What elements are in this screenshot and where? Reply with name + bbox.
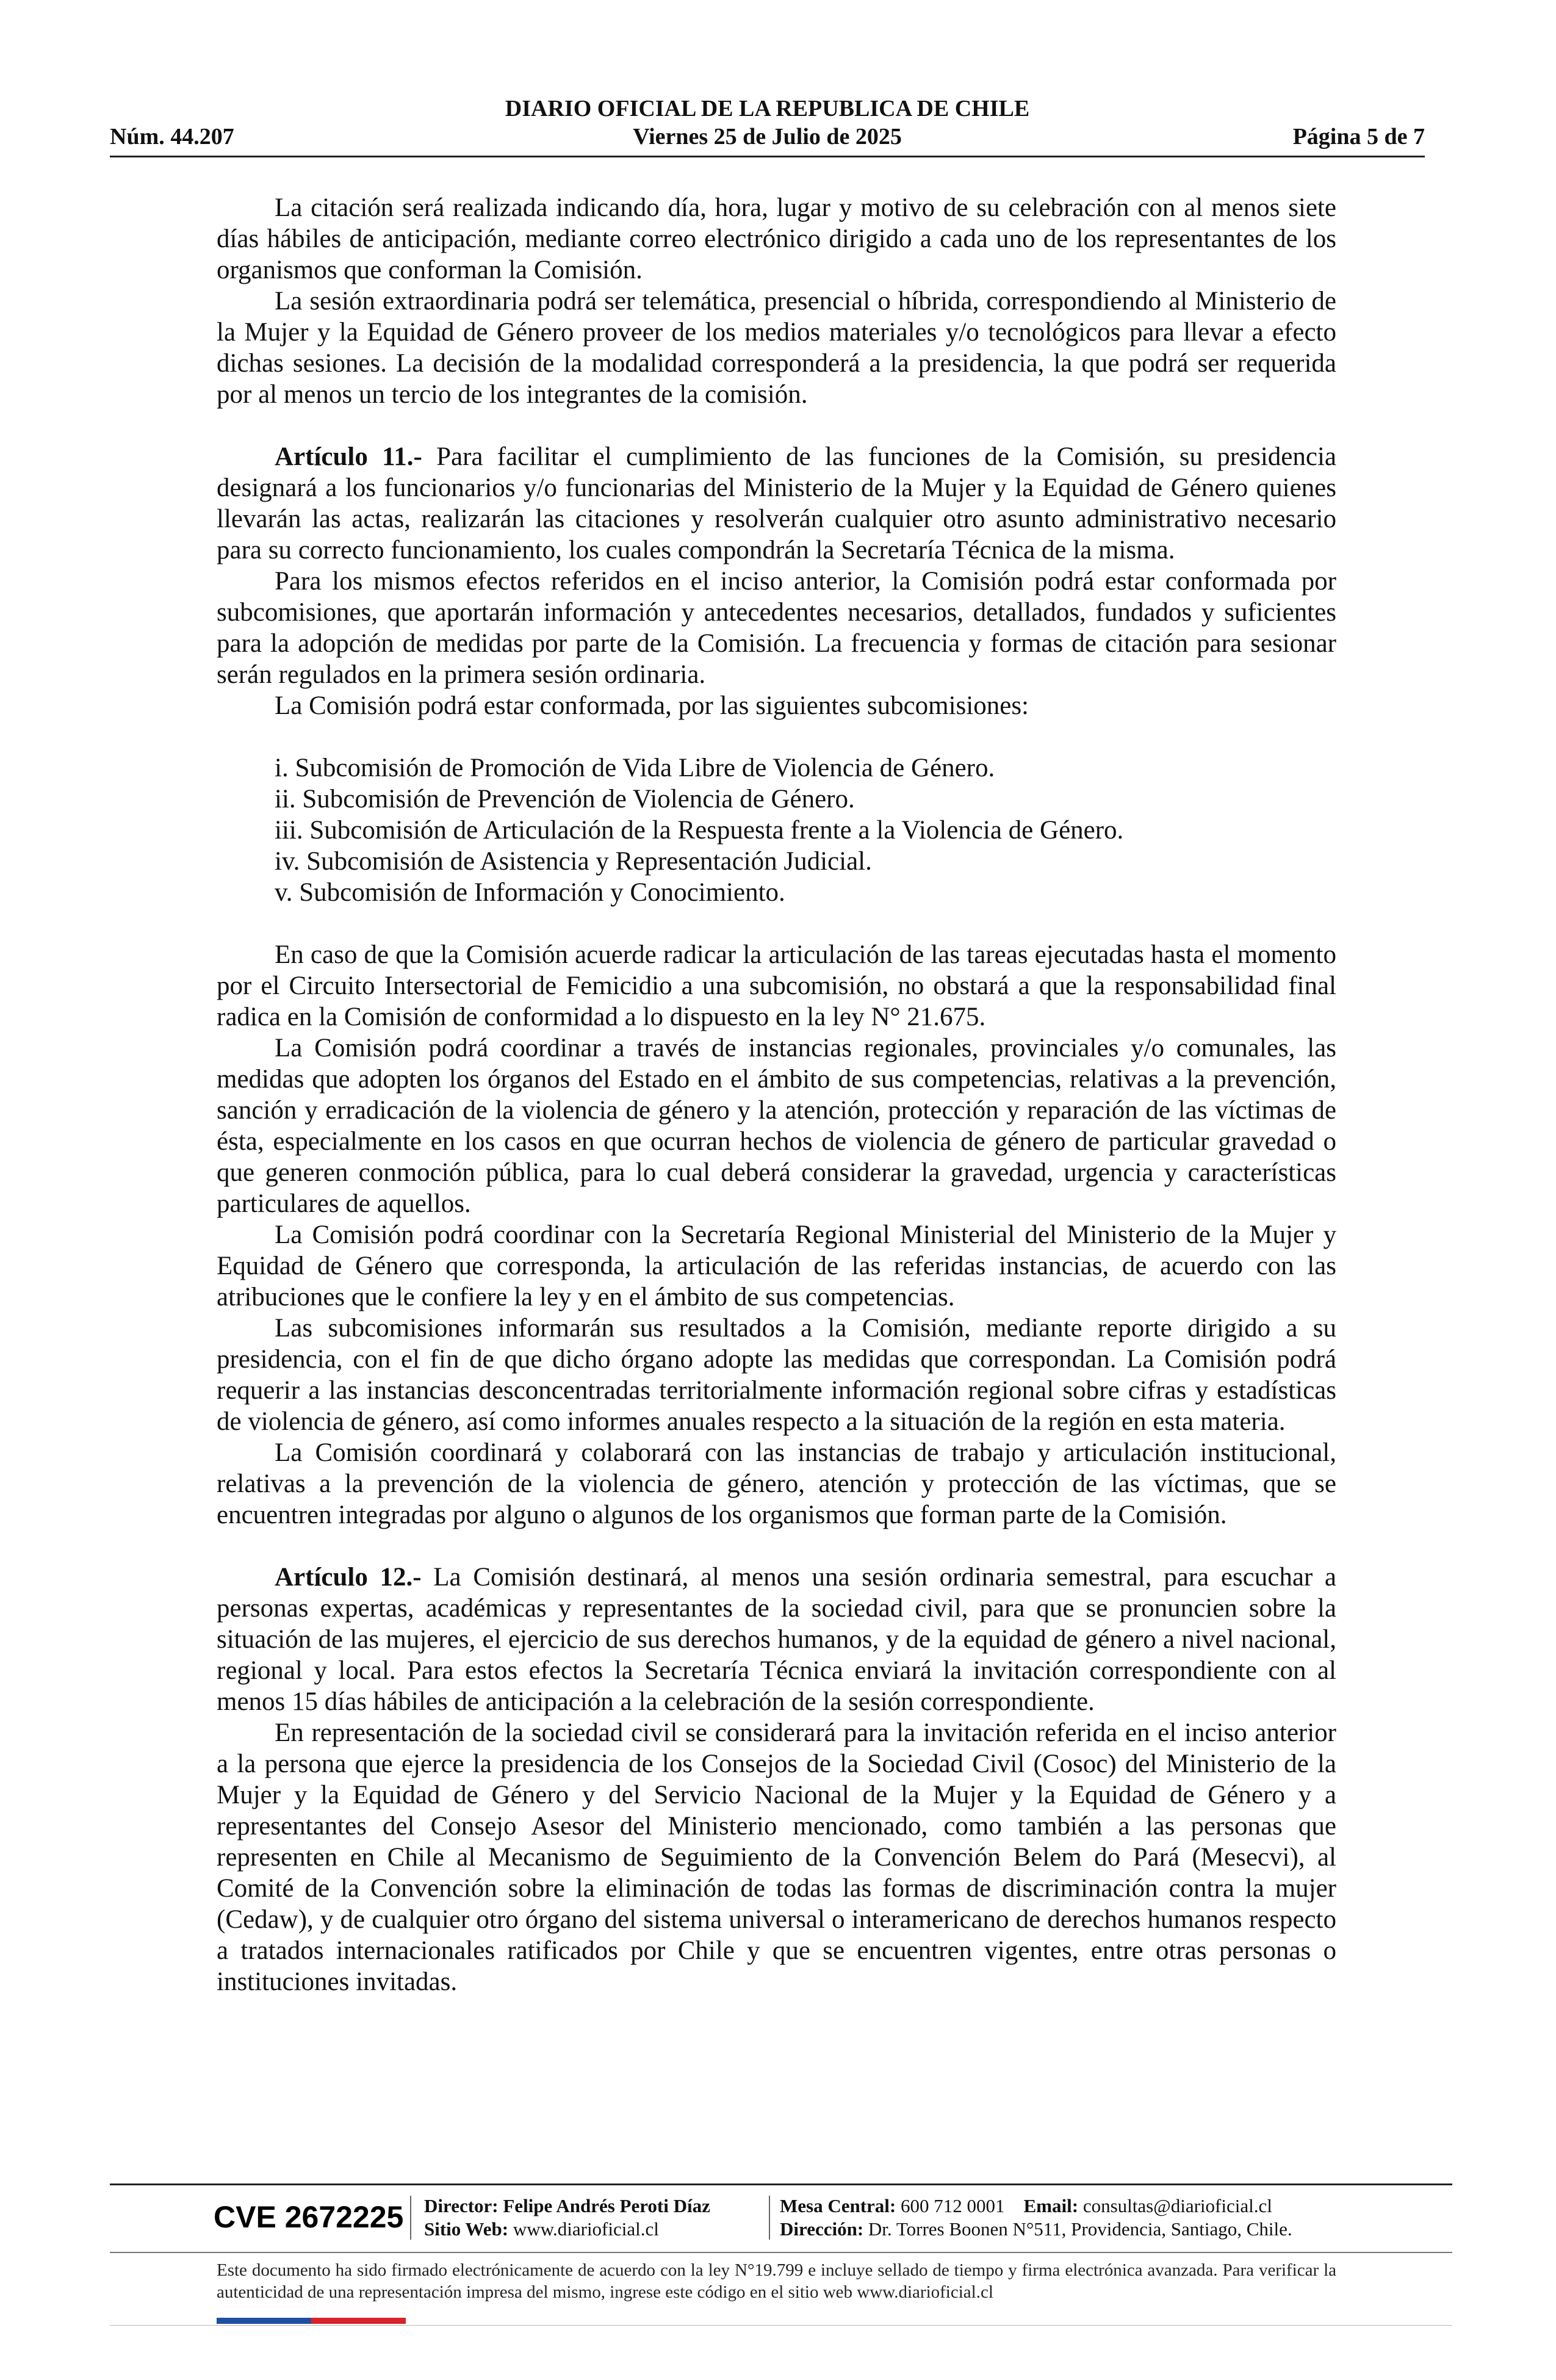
- paragraph: La Comisión podrá coordinar con la Secretaría Regional Ministerial del Ministerio de la Mujer y Equidad de Género que corresponda, la articulación de las referidas instancias, de acuerdo con las atribuciones que le confiere la ley y en el ámbito de sus competencias.: [217, 1221, 1336, 1311]
- address-value: Dr. Torres Boonen N°511, Providencia, Santiago, Chile.: [868, 2218, 1292, 2240]
- director-label: Director:: [424, 2195, 499, 2216]
- footer-director-block: [424, 2194, 710, 2241]
- list-item: iii. Subcomisión de Articulación de la Respuesta frente a la Violencia de Género.: [275, 816, 1124, 845]
- website-label: Sitio Web:: [424, 2218, 509, 2240]
- issue-date: Viernes 25 de Julio de 2025: [633, 124, 902, 150]
- flag-blue-segment: [217, 2318, 311, 2324]
- mesa-central-phone: 600 712 0001: [901, 2195, 1005, 2216]
- legal-notice: Este documento ha sido firmado electrónicamente de acuerdo con la ley N°19.799 e incluye sellado de tiempo y firma electrónica avanzada. Para verificar la autenticidad de una representación impresa del mismo, ingrese este código en el sitio web www.diarioficial.cl: [217, 2260, 1336, 2302]
- page-number: Página 5 de 7: [1292, 124, 1425, 150]
- article-11-label: Artículo 11.-: [275, 442, 422, 471]
- email-label: Email:: [1023, 2195, 1079, 2216]
- issue-number: Núm. 44.207: [110, 124, 234, 150]
- footer-separator: [769, 2196, 770, 2240]
- paragraph: En caso de que la Comisión acuerde radicar la articulación de las tareas ejecutadas hasta el momento por el Circuito Intersectorial de Femicidio a una subcomisión, no obstará a que la responsabilidad final radica en la Comisión de conformidad a lo dispuesto en la ley N° 21.675.: [217, 940, 1336, 1031]
- article-12-label: Artículo 12.-: [275, 1563, 422, 1592]
- document-body: [217, 192, 1336, 1997]
- website-link[interactable]: www.diarioficial.cl: [513, 2218, 659, 2240]
- paragraph: Las subcomisiones informarán sus resultados a la Comisión, mediante reporte dirigido a su presidencia, con el fin de que dicho órgano adopte las medidas que correspondan. La Comisión podrá requerir a las instancias desconcentradas territorialmente información regional sobre cifras y estadísticas de violencia de género, así como informes anuales respecto a la situación de la región en esta materia.: [217, 1314, 1336, 1436]
- list-item: i. Subcomisión de Promoción de Vida Libre de Violencia de Género.: [275, 754, 995, 782]
- article-11: [217, 441, 1336, 566]
- footer-contact-block: [780, 2194, 1347, 2241]
- footer-separator: [410, 2196, 411, 2240]
- list-item: v. Subcomisión de Información y Conocimiento.: [275, 878, 785, 907]
- chile-flag-stripe: [217, 2318, 406, 2324]
- article-11-text: Para facilitar el cumplimiento de las funciones de la Comisión, su presidencia designará a los funcionarios y/o funcionarias del Ministerio de la Mujer y la Equidad de Género quienes llevarán las actas, realizarán las citaciones y resolverán cualquier otro asunto administrativo necesario para su correcto funcionamiento, los cuales compondrán la Secretaría Técnica de la misma.: [217, 442, 1336, 564]
- footer-divider: [110, 2252, 1452, 2253]
- mesa-central-label: Mesa Central:: [780, 2195, 896, 2216]
- paragraph: La Comisión podrá coordinar a través de instancias regionales, provinciales y/o comunales, las medidas que adopten los órganos del Estado en el ámbito de sus competencias, relativas a la prevención, sanción y erradicación de la violencia de género y la atención, protección y reparación de las víctimas de ésta, especialmente en los casos en que ocurran hechos de violencia de género de particular gravedad o que generen conmoción pública, para lo cual deberá considerar la gravedad, urgencia y características particulares de aquellos.: [217, 1034, 1336, 1218]
- director-name: Felipe Andrés Peroti Díaz: [503, 2195, 710, 2216]
- address-label: Dirección:: [780, 2218, 864, 2240]
- header-divider: [110, 156, 1425, 157]
- article-12: [217, 1562, 1336, 1717]
- paragraph: En representación de la sociedad civil se considerará para la invitación referida en el inciso anterior a la persona que ejerce la presidencia de los Consejos de la Sociedad Civil (Cosoc) del Ministerio de la Mujer y la Equidad de Género y del Servicio Nacional de la Mujer y la Equidad de Género y a representantes del Consejo Asesor del Ministerio mencionado, como también a las personas que representen en Chile al Mecanismo de Seguimiento de la Convención Belem do Pará (Mesecvi), al Comité de la Convención sobre la eliminación de todas las formas de discriminación contra la mujer (Cedaw), y de cualquier otro órgano del sistema universal o interamericano de derechos humanos respecto a tratados internacionales ratificados por Chile y que se encuentren vigentes, entre otras personas o instituciones invitadas.: [217, 1718, 1336, 1996]
- page-footer: [214, 2190, 1342, 2245]
- footer-bottom-line: [110, 2325, 1452, 2326]
- paragraph: Para los mismos efectos referidos en el inciso anterior, la Comisión podrá estar conformada por subcomisiones, que aportarán información y antecedentes necesarios, detallados, fundados y suficientes para la adopción de medidas por parte de la Comisión. La frecuencia y formas de citación para sesionar serán regulados en la primera sesión ordinaria.: [217, 567, 1336, 689]
- cve-code: CVE 2672225: [214, 2200, 404, 2234]
- paragraph: La citación será realizada indicando día, hora, lugar y motivo de su celebración con al menos siete días hábiles de anticipación, mediante correo electrónico dirigido a cada uno de los representantes de los organismos que conforman la Comisión.: [217, 193, 1336, 284]
- subcommission-list: [217, 752, 1336, 908]
- email-link[interactable]: consultas@diarioficial.cl: [1082, 2195, 1272, 2216]
- list-item: iv. Subcomisión de Asistencia y Representación Judicial.: [275, 847, 872, 876]
- paragraph: La Comisión podrá estar conformada, por las siguientes subcomisiones:: [275, 691, 1029, 720]
- page-header: [110, 92, 1425, 159]
- paragraph: La sesión extraordinaria podrá ser telemática, presencial o híbrida, correspondiendo al Ministerio de la Mujer y la Equidad de Género proveer de los medios materiales y/o tecnológicos para llevar a efecto dichas sesiones. La decisión de la modalidad corresponderá a la presidencia, la que podrá ser requerida por al menos un tercio de los integrantes de la comisión.: [217, 287, 1336, 409]
- list-item: ii. Subcomisión de Prevención de Violencia de Género.: [275, 785, 855, 813]
- paragraph: La Comisión coordinará y colaborará con las instancias de trabajo y articulación institucional, relativas a la prevención de la violencia de género, atención y protección de las víctimas, que se encuentren integradas por alguno o algunos de los organismos que forman parte de la Comisión.: [217, 1438, 1336, 1529]
- article-12-text: La Comisión destinará, al menos una sesión ordinaria semestral, para escuchar a personas expertas, académicas y representantes de la sociedad civil, para que se pronuncien sobre la situación de las mujeres, el ejercicio de sus derechos humanos, y de la equidad de género a nivel nacional, regional y local. Para estos efectos la Secretaría Técnica enviará la invitación correspondiente con al menos 15 días hábiles de anticipación a la celebración de la sesión correspondiente.: [217, 1563, 1336, 1716]
- flag-red-segment: [311, 2318, 406, 2324]
- newspaper-title: DIARIO OFICIAL DE LA REPUBLICA DE CHILE: [505, 96, 1030, 121]
- footer-divider: [110, 2183, 1452, 2185]
